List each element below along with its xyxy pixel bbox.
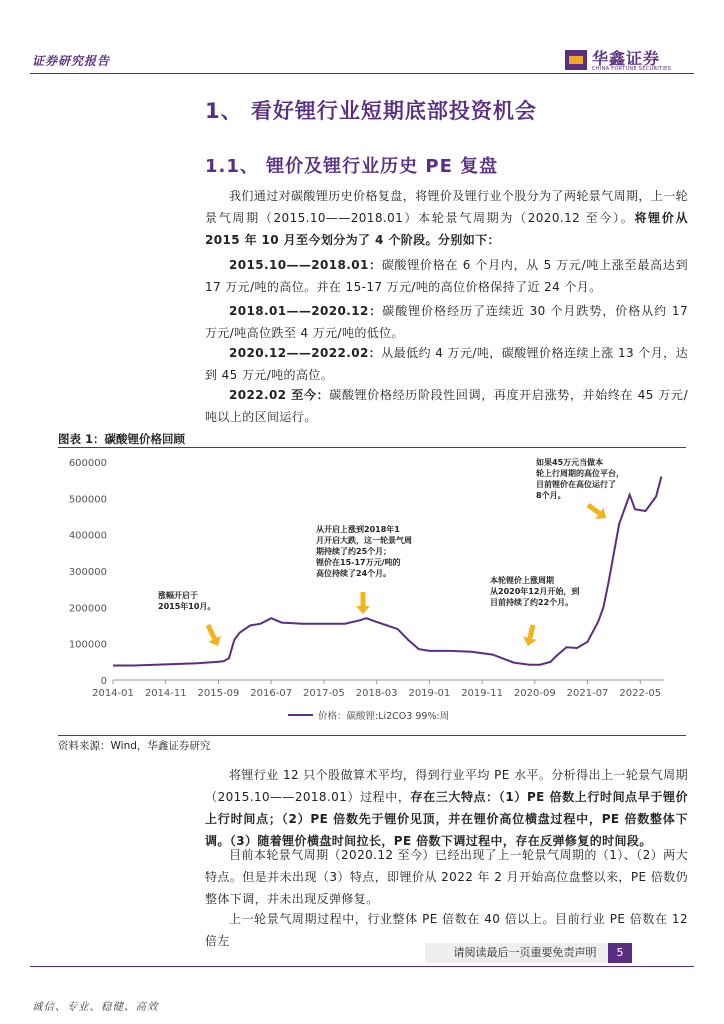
stage-label: 2018.01——2020.12： [229, 304, 383, 318]
analysis-text: 目前本轮景气周期（2020.12 至今）已经出现了上一轮景气周期的（1）、（2）两大特点。但是并未出现（3）特点，即锂价从 2022 年 2 月开始高位盘整以来，PE 倍数仍整体下调，并未出现反弹修复。 [205, 848, 688, 906]
figure-bottom-divider [58, 735, 686, 736]
x-tick-label: 2020-09 [513, 688, 556, 699]
stage-text: 碳酸锂价格经历了连续近 30 个月跌势，价格从约 17 万元/吨高位跌至 4 万元/吨的低位。 [205, 304, 688, 340]
stage-text: 碳酸锂价格经历阶段性回调，再度开启涨势，并始终在 45 万元/吨以上的区间运行。 [205, 388, 689, 424]
lithium-price-chart [58, 450, 686, 734]
x-tick-label: 2015-09 [197, 688, 240, 699]
analysis-text: 上一轮景气周期过程中，行业整体 PE 倍数在 40 倍以上。目前行业 PE 倍数在 12 倍左 [205, 912, 688, 948]
analysis-bold-text: 存在三大特点：（1）PE 倍数上行时间点早于锂价上行时间点；（2）PE 倍数先于锂价见顶，并在锂价高位横盘过程中，PE 倍数整体下调。（3）随着锂价横盘时间拉长，PE 倍数下调过程中，存在反弹修复的时间段。 [205, 790, 689, 848]
x-tick-label: 2019-11 [461, 688, 503, 699]
report-type-label: 证券研究报告 [32, 54, 111, 68]
annotation-2 [315, 524, 412, 614]
annotation-text: 本轮锂价上涨周期从2020年12月开始，到目前持续了约22个月。 [490, 576, 580, 607]
chart-ticks [69, 458, 661, 699]
y-tick-label: 400000 [68, 530, 107, 542]
annotation-arrow [588, 505, 600, 513]
y-tick-label: 600000 [68, 458, 107, 469]
page-number: 5 [608, 943, 632, 963]
logo-english-name: CHINA FORTUNE SECURITIES [592, 66, 672, 72]
figure-top-divider [58, 447, 686, 448]
disclaimer-note: 请阅读最后一页重要免责声明 [425, 943, 625, 963]
company-logo [565, 48, 685, 74]
stage-label: 2015.10——2018.01： [229, 258, 382, 272]
x-tick-label: 2016-07 [250, 688, 293, 699]
annotation-arrow [208, 625, 215, 639]
annotation-3 [490, 575, 579, 646]
figure-title: 图表 1：碳酸锂价格回顾 [58, 432, 186, 446]
annotation-arrow [530, 625, 533, 638]
intro-bold-text: 将锂价从 2015 年 10 月至今划分为了 4 个阶段。分别如下： [205, 211, 688, 247]
annotation-4 [535, 457, 624, 519]
y-tick-label: 300000 [68, 567, 107, 578]
stage-text: 从最低约 4 万元/吨，碳酸锂价格连续上涨 13 个月，达到 45 万元/吨的高位。 [205, 346, 688, 382]
y-tick-label: 0 [100, 676, 107, 687]
stage-paragraph-3 [205, 342, 688, 386]
intro-paragraph [205, 185, 688, 251]
legend-label: 价格：碳酸锂:Li2CO3 99%:周 [318, 711, 450, 722]
header-divider [30, 73, 694, 74]
y-tick-label: 500000 [68, 494, 107, 506]
x-tick-label: 2021-07 [566, 688, 609, 699]
x-tick-label: 2017-05 [303, 688, 345, 699]
subsection-heading: 1.1、 锂价及锂行业历史 PE 复盘 [205, 156, 499, 177]
x-tick-label: 2019-01 [408, 688, 451, 699]
section-heading: 1、 看好锂行业短期底部投资机会 [205, 99, 537, 123]
footer-divider [30, 966, 694, 967]
logo-mark-icon [565, 50, 587, 70]
stage-paragraph-1 [205, 254, 688, 298]
intro-text: 我们通过对碳酸锂历史价格复盘，将锂价及锂行业个股分为了两轮景气周期，上一轮景气周期（2015.10——2018.01）本轮景气周期为（2020.12 至今）。 [205, 189, 688, 225]
analysis-text: 将锂行业 12 只个股做算术平均，得到行业平均 PE 水平。分析得出上一轮景气周期（2015.10——2018.01）过程中， [205, 768, 688, 804]
company-motto: 诚信、专业、稳健、高效 [32, 1001, 159, 1013]
stage-label: 2020.12——2022.02： [229, 346, 382, 360]
analysis-paragraph-2 [205, 844, 688, 910]
chart-legend [288, 710, 449, 722]
annotation-text: 涨幅开启于 2015年10月。 [158, 591, 216, 611]
figure-source: 资料来源：Wind，华鑫证券研究 [58, 740, 211, 752]
x-tick-label: 2014-11 [144, 688, 187, 699]
x-tick-label: 2022-05 [619, 688, 662, 699]
stage-paragraph-2 [205, 300, 688, 344]
stage-label: 2022.02 至今： [229, 388, 330, 402]
analysis-paragraph-1 [205, 764, 688, 852]
chart-annotations [157, 457, 624, 646]
stage-paragraph-4 [205, 384, 688, 428]
stage-text: 碳酸锂价格在 6 个月内，从 5 万元/吨上涨至最高达到 17 万元/吨的高位。并在 15-17 万元/吨的高位价格保持了近 24 个月。 [205, 258, 688, 294]
y-tick-label: 200000 [68, 603, 107, 615]
logo-name: 华鑫证券 [592, 49, 661, 68]
annotation-text: 如果45万元当做本轮上行周期的高位平台，目前锂价在高位运行了 8个月。 [536, 458, 624, 500]
annotation-1 [157, 590, 221, 646]
y-tick-label: 100000 [68, 639, 107, 651]
annotation-text: 从开启上涨到2018年1 月开启大跌，这一轮景气周期持续了约25个月；锂价在15-17万元/吨的高位持续了24个月。 [316, 525, 412, 578]
x-tick-label: 2018-03 [355, 688, 398, 699]
annotation-arrow-head [356, 606, 370, 614]
x-tick-label: 2014-01 [92, 688, 134, 699]
